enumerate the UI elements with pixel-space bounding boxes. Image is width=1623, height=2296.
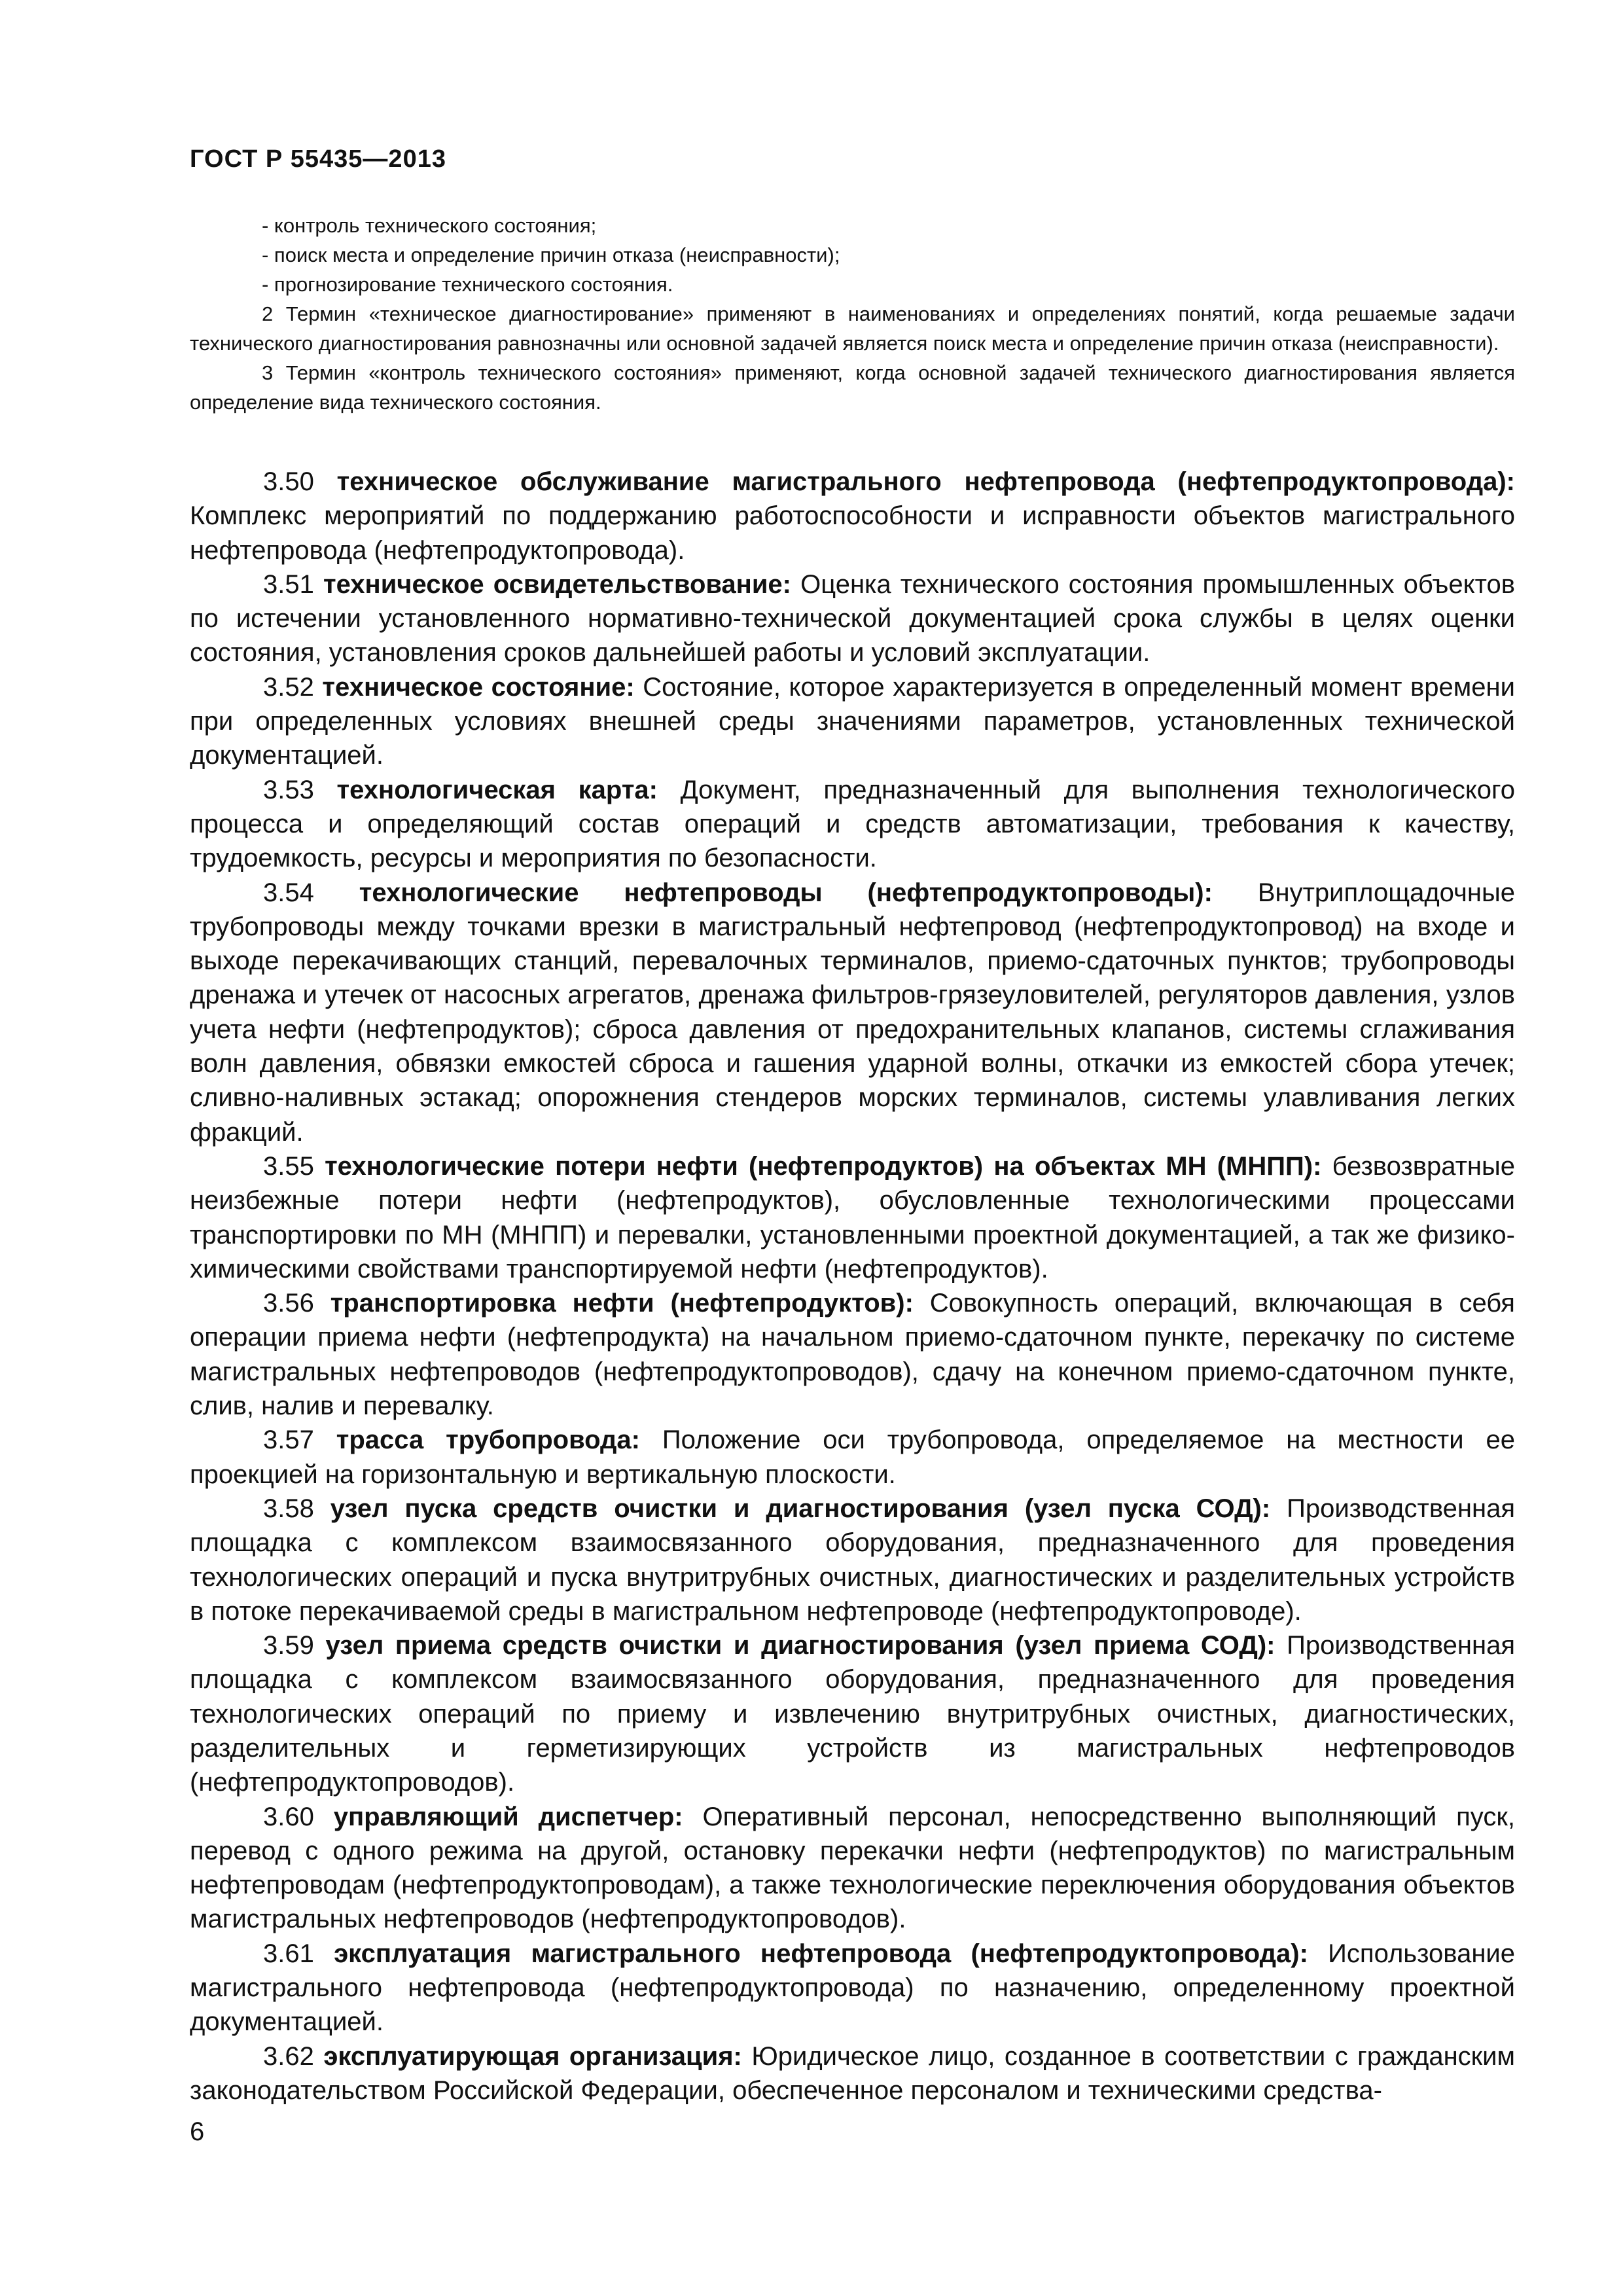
definition-item <box>190 1286 1515 1423</box>
note-list-item: - поиск места и определение причин отказа (неисправности); <box>262 243 840 266</box>
definition-text: безвозвратные неизбежные потери нефти (нефтепродуктов), обусловленные технологическими процессами транспортировки по МН (МНПП) и перевалки, установленными проектной документацией, а так же физико-химическими свойствами транспортируемой нефти (нефтепродуктов). <box>190 1151 1516 1283</box>
definition-number: 3.50 <box>263 467 314 496</box>
definition-item <box>190 773 1515 876</box>
definition-text: Использование магистрального нефтепровода (нефтепродуктопровода) по назначению, определенному проектной документацией. <box>190 1939 1515 2037</box>
definition-term: технологические нефтепроводы (нефтепродуктопроводы): <box>359 878 1213 907</box>
definition-item <box>190 1492 1515 1628</box>
definition-item <box>190 1800 1515 1937</box>
definition-item <box>190 567 1515 670</box>
definition-number: 3.60 <box>263 1802 314 1831</box>
definition-term: эксплуатирующая организация: <box>323 2041 742 2071</box>
definition-term: транспортировка нефти (нефтепродуктов): <box>330 1289 914 1318</box>
definition-term: эксплуатация магистрального нефтепровода (нефтепродуктопровода): <box>334 1939 1308 1968</box>
notes-block <box>190 211 1515 417</box>
definition-term: технологическая карта: <box>336 775 658 804</box>
definition-number: 3.59 <box>263 1631 314 1660</box>
definition-number: 3.53 <box>263 775 314 804</box>
definition-text: Состояние, которое характеризуется в определенный момент времени при определенных условиях внешней среды значениями параметров, установленных технической документацией. <box>190 672 1515 770</box>
definition-term: узел приема средств очистки и диагностирования (узел приема СОД): <box>325 1631 1275 1660</box>
document-header: ГОСТ Р 55435—2013 <box>190 145 446 173</box>
definition-term: трасса трубопровода: <box>336 1426 641 1455</box>
definition-item <box>190 465 1515 567</box>
definition-term: техническое освидетельствование: <box>323 569 791 599</box>
definition-text: Совокупность операций, включающая в себя операции приема нефти (нефтепродукта) на начальном приемо-сдаточном пункте, перекачку по системе магистральных нефтепроводов (нефтепродуктопроводов), сдачу на конечном приемо-сдаточном пункте, слив, налив и перевалку. <box>190 1289 1515 1421</box>
note-paragraph: 3 Термин «контроль технического состояния» применяют, когда основной задачей технического диагностирования является определение вида технического состояния. <box>190 361 1515 414</box>
definition-number: 3.52 <box>263 672 314 702</box>
definition-item <box>190 670 1515 773</box>
definition-text: Производственная площадка с комплексом взаимосвязанного оборудования, предназначенного для проведения технологических операций по приему и извлечению внутритрубных очистных, диагностических, разделительных и герметизирующих устройств из магистральных нефтепроводов (нефтепродуктопроводов). <box>190 1631 1515 1797</box>
definition-text: Оценка технического состояния промышленных объектов по истечении установленного нормативно-технической документацией срока службы в целях оценки состояния, установления сроков дальнейшей работы и условий эксплуатации. <box>190 569 1515 668</box>
definition-number: 3.62 <box>263 2041 314 2071</box>
definition-number: 3.56 <box>263 1289 314 1318</box>
definition-number: 3.57 <box>263 1426 314 1455</box>
page-number: 6 <box>190 2117 205 2146</box>
definition-item <box>190 876 1515 1149</box>
definition-text: Производственная площадка с комплексом взаимосвязанного оборудования, предназначенного для проведения технологических операций и пуска внутритрубных очистных, диагностических и разделительных устройств в потоке перекачиваемой среды в магистральном нефтепроводе (нефтепродуктопроводе). <box>190 1494 1515 1626</box>
definition-text: Юридическое лицо, созданное в соответствии с гражданским законодательством Российской Федерации, обеспеченное персоналом и техническими средства- <box>190 2041 1515 2105</box>
definition-item <box>190 1149 1515 1286</box>
definition-term: узел пуска средств очистки и диагностирования (узел пуска СОД): <box>330 1494 1271 1523</box>
definition-item <box>190 1628 1515 1799</box>
definition-item <box>190 1423 1515 1492</box>
definition-number: 3.58 <box>263 1494 314 1523</box>
definition-number: 3.51 <box>263 569 314 599</box>
definition-term: управляющий диспетчер: <box>333 1802 683 1831</box>
definition-term: техническое обслуживание магистрального нефтепровода (нефтепродуктопровода): <box>336 467 1515 496</box>
definition-term: технологические потери нефти (нефтепродуктов) на объектах МН (МНПП): <box>325 1151 1322 1181</box>
definition-item <box>190 1937 1515 2039</box>
definition-text: Положение оси трубопровода, определяемое на местности ее проекцией на горизонтальную и вертикальную плоскости. <box>190 1426 1515 1489</box>
definition-number: 3.54 <box>263 878 314 907</box>
note-list-item: - прогнозирование технического состояния. <box>262 273 673 296</box>
definition-term: техническое состояние: <box>322 672 635 702</box>
definition-text: Внутриплощадочные трубопроводы между точками врезки в магистральный нефтепровод (нефтепродуктопровод) на входе и выходе перекачивающих станций, перевалочных терминалов, приемо-сдаточных пунктов; трубопроводы дренажа и утечек от насосных агрегатов, дренажа фильтров-грязеуловителей, регуляторов давления, узлов учета нефти (нефтепродуктов); сброса давления от предохранительных клапанов, системы сглаживания волн давления, обвязки емкостей сброса и гашения ударной волны, откачки из емкостей сбора утечек; сливно-наливных эстакад; опорожнения стендеров морских терминалов, системы улавливания легких фракций. <box>190 878 1515 1147</box>
definition-number: 3.55 <box>263 1151 314 1181</box>
definition-text: Комплекс мероприятий по поддержанию работоспособности и исправности объектов магистрального нефтепровода (нефтепродуктопровода). <box>190 501 1515 565</box>
definition-text: Оперативный персонал, непосредственно выполняющий пуск, перевод с одного режима на другой, остановку перекачки нефти (нефтепродуктов) по магистральным нефтепроводам (нефтепродуктопроводам), а также технологические переключения оборудования объектов магистральных нефтепроводов (нефтепродуктопроводов). <box>190 1802 1515 1934</box>
note-paragraph: 2 Термин «техническое диагностирование» применяют в наименованиях и определениях понятий, когда решаемые задачи технического диагностирования равнозначны или основной задачей является поиск места и определение причин отказа (неисправности). <box>190 302 1515 355</box>
definition-item <box>190 2039 1515 2108</box>
definition-text: Документ, предназначенный для выполнения технологического процесса и определяющий состав операций и средств автоматизации, требования к качеству, трудоемкость, ресурсы и мероприятия по безопасности. <box>190 775 1515 873</box>
definition-number: 3.61 <box>263 1939 314 1968</box>
definitions-list <box>190 465 1515 2108</box>
note-list-item: - контроль технического состояния; <box>262 214 597 237</box>
